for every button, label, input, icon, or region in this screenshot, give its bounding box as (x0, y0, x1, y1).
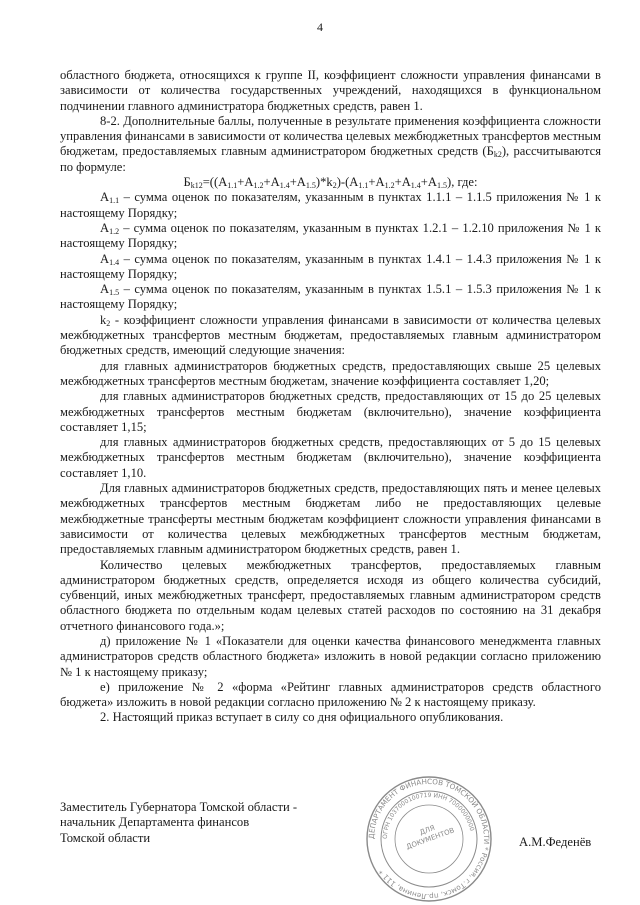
document-body (60, 68, 601, 726)
signature-position (60, 800, 297, 846)
stamp-inner-text: ОГРН 1037000100719 ИНН 7000000000 (381, 791, 476, 840)
paragraph: $A_{1.4}$ – сумма оценок по показателям, указанным в пунктах 1.4.1 – 1.4.3 приложения № 1 к настоящему Порядку; (60, 251, 601, 281)
paragraph: $k_2$ - коэффициент сложности управления финансами в зависимости от количества целевых межбюджетных трансфертов местным бюджетам, предоставляемых главным администратором бюджетных средств, имеющий следующие значения: (60, 312, 601, 358)
paragraph: $A_{1.1}$ – сумма оценок по показателям, указанным в пунктах 1.1.1 – 1.1.5 приложения № 1 к настоящему Порядку; (60, 190, 601, 220)
paragraph: 2. Настоящий приказ вступает в силу со дня официального опубликования. (100, 710, 504, 725)
paragraph: 8-2. Дополнительные баллы, полученные в результате применения коэффициента сложности управления финансами в зависимости от количества целевых межбюджетных трансфертов местным бюджетам, предоставляемых главным администратором бюджетных средств $(Б_{k2})$, рассчитываются по формуле: (60, 113, 601, 174)
paragraph: областного бюджета, относящихся к группе II, коэффициент сложности управления финансами в зависимости от количества государственных учреждений, находящихся в функциональном подчинении главного администратора бюджетных средств, равен 1. (60, 68, 601, 113)
page-number: 4 (317, 20, 323, 34)
paragraph: е) приложение № 2 «форма «Рейтинг главных администраторов средств областного бюджета» изложить в новой редакции согласно приложению № 2 к настоящему приказу. (60, 679, 601, 710)
stamp-center-text: ДЛЯ ДОКУМЕНТОВ (405, 823, 456, 852)
signature-name: А.М.Феденёв (519, 835, 592, 849)
paragraph: для главных администраторов бюджетных средств, предоставляющих от 5 до 15 целевых межбюджетных трансфертов местным бюджетам (включительно), значение коэффициента составляет 1,10. (60, 435, 601, 480)
paragraph: $A_{1.5}$ – сумма оценок по показателям, указанным в пунктах 1.5.1 – 1.5.3 приложения № 1 к настоящему Порядку; (60, 282, 601, 312)
signature-position-line: начальник Департамента финансов (60, 815, 250, 830)
paragraph: $A_{1.2}$ – сумма оценок по показателям, указанным в пунктах 1.2.1 – 1.2.10 приложения № 1 к настоящему Порядку; (60, 220, 601, 251)
paragraph: Количество целевых межбюджетных трансфертов, предоставляемых главным администратором бюджетных средств, определяется исходя из общего количества субсидий, субвенций, иных межбюджетных трансферт, предоставляемых главным администратором средств областного бюджета по отдельным кодам целевых статей расходов по состоянию на 31 декабря отчетного финансового года.»; (60, 557, 601, 633)
paragraph: для главных администраторов бюджетных средств, предоставляющих свыше 25 целевых межбюджетных трансфертов местным бюджетам, значение коэффициента составляет 1,20; (60, 358, 601, 388)
stamp-outer-text: ДЕПАРТАМЕНТ ФИНАНСОВ ТОМСКОЙ ОБЛАСТИ * Россия, г.Томск, пр.Ленина, 111 * (366, 776, 492, 902)
paragraph: д) приложение № 1 «Показатели для оценки качества финансового менеджмента главных администраторов средств областного бюджета» изложить в новой редакции согласно приложению № 1 к настоящему приказу; (60, 633, 601, 679)
paragraph: для главных администраторов бюджетных средств, предоставляющих от 15 до 25 целевых межбюджетных трансфертов местным бюджетам (включительно), значение коэффициента составляет 1,15; (60, 389, 601, 434)
signature-position-line: Томской области (60, 830, 151, 845)
paragraph: Для главных администраторов бюджетных средств, предоставляющих пять и менее целевых межбюджетных трансфертов местным бюджетам либо не предоставляющих целевые межбюджетные трансферты местным бюджетам коэффициент сложности управления финансами в зависимости от количества целевых межбюджетных трансфертов местным бюджетам, предоставляемых главным администратором бюджетных средств, равен 1. (60, 481, 601, 557)
signature-position-line: Заместитель Губернатора Томской области - (60, 800, 298, 814)
formula-line: $Б_{k12}=((A_{1.1}+A_{1.2}+A_{1.4}+A_{1.5})*k_2)-(A_{1.1}+A_{1.2}+A_{1.4}+A_{1.5})$, где: (183, 175, 478, 191)
